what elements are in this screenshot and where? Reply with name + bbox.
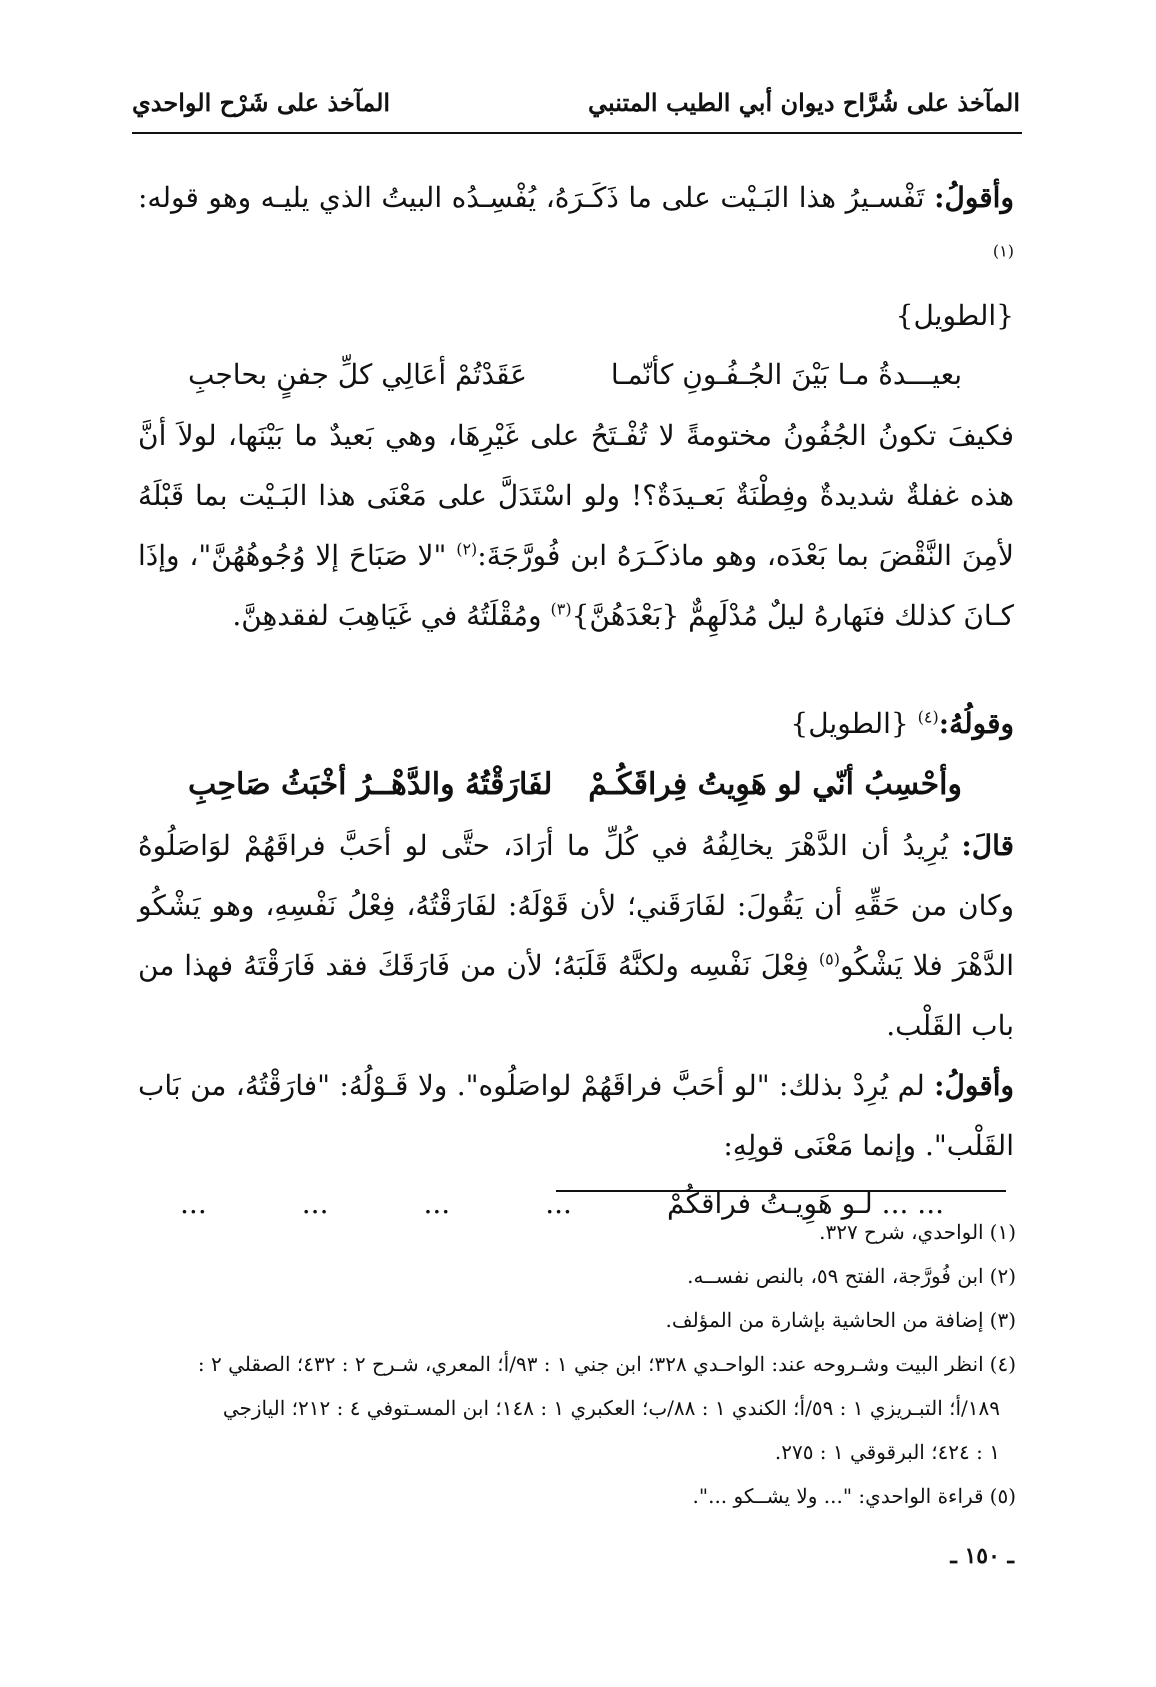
ellipsis-dots-1: ... <box>545 1187 572 1220</box>
footnote-1 <box>136 1210 1016 1254</box>
footnote-ref-4: (٤) <box>917 707 939 727</box>
ellipsis-quote: ... ... لـو هَوِيـتُ فراقكُمْ <box>666 1187 944 1220</box>
footnote-5-text: قراءة الواحدي: "... ولا يشــكو ...". <box>692 1484 984 1508</box>
ellipsis-dots-4: ... <box>180 1187 207 1220</box>
paragraph-4-text-b: فِعْلَ نَفْسِه ولكنَّهُ قَلَبَهُ؛ لأن من فَارَقَكَ فقد فَارَقْتَهُ فهذا من باب القَلْب. <box>138 949 1014 1042</box>
footnote-4-text: انظر البيت وشـروحه عند: الواحـدي ٣٢٨؛ ابن جني ١ : ٩٣/أ؛ المعري، شـرح ٢ : ٤٣٢؛ الصقلي ٢ : <box>197 1352 984 1376</box>
paragraph-4 <box>138 816 1014 1056</box>
paragraph-3 <box>138 694 1014 754</box>
verse-2-second-hemistich: لفَارَقْتُهُ والدَّهْــرُ أخْبَثُ صَاحِبِ <box>188 767 553 802</box>
header-rule <box>132 132 1022 134</box>
footnote-2-text: ابن فُورَّجة، الفتح ٥٩، بالنص نفســه. <box>687 1264 984 1288</box>
paragraph-1-text: تَفْسـيرُ هذا البَـيْت على ما ذَكَـرَهُ، يُفْسِـدُه البيتُ الذي يليـه وهو قوله: <box>138 181 925 214</box>
footnote-ref-2: (٢) <box>456 539 478 559</box>
paragraph-1-lead: وأقولُ: <box>934 181 1014 214</box>
footnote-5 <box>136 1474 1016 1518</box>
paragraph-2-text-c: ومُقْلَتُهُ في غَيَاهِبَ لفقدهِنَّ. <box>232 599 542 632</box>
footnote-ref-1: (١) <box>992 241 1014 261</box>
verse-2-first-hemistich: وأحْسِبُ أنّي لو هَوِيتُ فِراقَكُـمْ <box>588 767 962 802</box>
section-gap <box>138 646 1014 694</box>
footnote-separator <box>556 1190 1006 1192</box>
running-head <box>132 88 1020 128</box>
paragraph-2-text-a: فكيفَ تكونُ الجُفُونُ مختومةً لا تُفْـتَحُ على غَيْرِهَا، وهي بَعيدٌ ما بَيْنَها، لولاَ أنَّ هذه غفلةٌ شديدةٌ وفِطْنَةٌ بَعـيدَةٌ؟! ولو اسْتَدَلَّ على مَعْنَى هذا البَـيْت بما قَبْلَهُ لأمِنَ النَّقْضَ بما بَعْدَه، وهو ماذكَـرَهُ ابن فُورَّجَةَ: <box>138 419 1015 572</box>
footnote-3-text: إضافة من الحاشية بإشارة من المؤلف. <box>665 1308 984 1332</box>
footnotes <box>136 1210 1016 1518</box>
verse-2 <box>138 754 1014 816</box>
meter-label-2: {الطويل} <box>790 707 909 740</box>
paragraph-1 <box>138 168 1014 344</box>
ellipsis-dots-2: ... <box>423 1187 451 1220</box>
footnote-4-continuation-2: ١ : ٤٢٤؛ البرقوقي ١ : ٢٧٥. <box>774 1440 1000 1464</box>
footnote-2-number: (٢) <box>989 1264 1016 1288</box>
footnote-1-text: الواحدي، شرح ٣٢٧. <box>819 1220 984 1244</box>
footnote-ref-3: (٣) <box>550 599 572 619</box>
paragraph-2 <box>138 406 1014 646</box>
footnote-3-number: (٣) <box>989 1308 1016 1332</box>
footnote-3 <box>136 1298 1016 1342</box>
paragraph-5-lead: وأقولُ: <box>934 1069 1015 1102</box>
footnote-ref-5: (٥) <box>818 949 840 969</box>
verse-1-first-hemistich: بعيـــدةُ مـا بَيْنَ الجُـفُـونِ كأنّمـا <box>610 358 962 391</box>
page-number: ـ ١٥٠ ـ <box>950 1543 1014 1569</box>
footnote-5-number: (٥) <box>989 1484 1016 1508</box>
paragraph-5 <box>138 1056 1014 1176</box>
paragraph-5-text: لم يُرِدْ بذلك: "لو أحَبَّ فراقَهُمْ لواصَلُوه". ولا قَـوْلُهُ: "فارَقْتُهُ، من بَاب القَلْب". وإنما مَعْنَى قولِهِ: <box>138 1069 1014 1162</box>
verse-1 <box>138 344 1014 406</box>
running-head-title: المآخذ على شُرَّاح ديوان أبي الطيب المتنبي <box>588 88 1020 117</box>
verse-1-second-hemistich: عَقَدْتُمْ أعَالِي كلِّ جفنٍ بحاجبِ <box>188 358 528 391</box>
body-text <box>138 168 1014 1232</box>
footnote-1-number: (١) <box>989 1220 1016 1244</box>
paragraph-3-lead: وقولُهُ: <box>938 707 1014 740</box>
paragraph-4-text-a: يُرِيدُ أن الدَّهْرَ يخالِفُهُ في كُلِّ ما أرَادَ، حتَّى لو أحَبَّ فراقَهُمْ لوَاصَلُوهُ وكان من حَقِّهِ أن يَقُولَ: لفَارَقَني؛ لأن قَوْلَهُ: لفَارَقْتُهُ، فِعْلُ نَفْسِهِ، وهو يَشْكُو الدَّهْرَ فلا يَشْكُو <box>138 829 1014 982</box>
paragraph-4-lead: قالَ: <box>961 829 1015 862</box>
meter-label-1: {الطويل} <box>895 299 1014 332</box>
ellipsis-dots-3: ... <box>301 1187 329 1220</box>
footnote-2 <box>136 1254 1016 1298</box>
running-head-section: المآخذ على شَرْح الواحدي <box>132 88 391 117</box>
footnote-4-number: (٤) <box>989 1352 1016 1376</box>
footnote-4 <box>136 1342 1016 1386</box>
paragraph-2-text-b: "لا صَبَاحَ إلا وُجُوهُهُنَّ"، وإذَا كـانَ كذلك فنَهارهُ ليلٌ مُدْلَهِمٌّ {بَعْدَهُنَّ} <box>138 539 1014 632</box>
footnote-4-continuation-1: ١٨٩/أ؛ التبـريزي ١ : ٥٩/أ؛ الكندي ١ : ٨٨/ب؛ العكبري ١ : ١٤٨؛ ابن المسـتوفي ٤ : ٢١٢؛ اليازجي <box>222 1396 1000 1420</box>
